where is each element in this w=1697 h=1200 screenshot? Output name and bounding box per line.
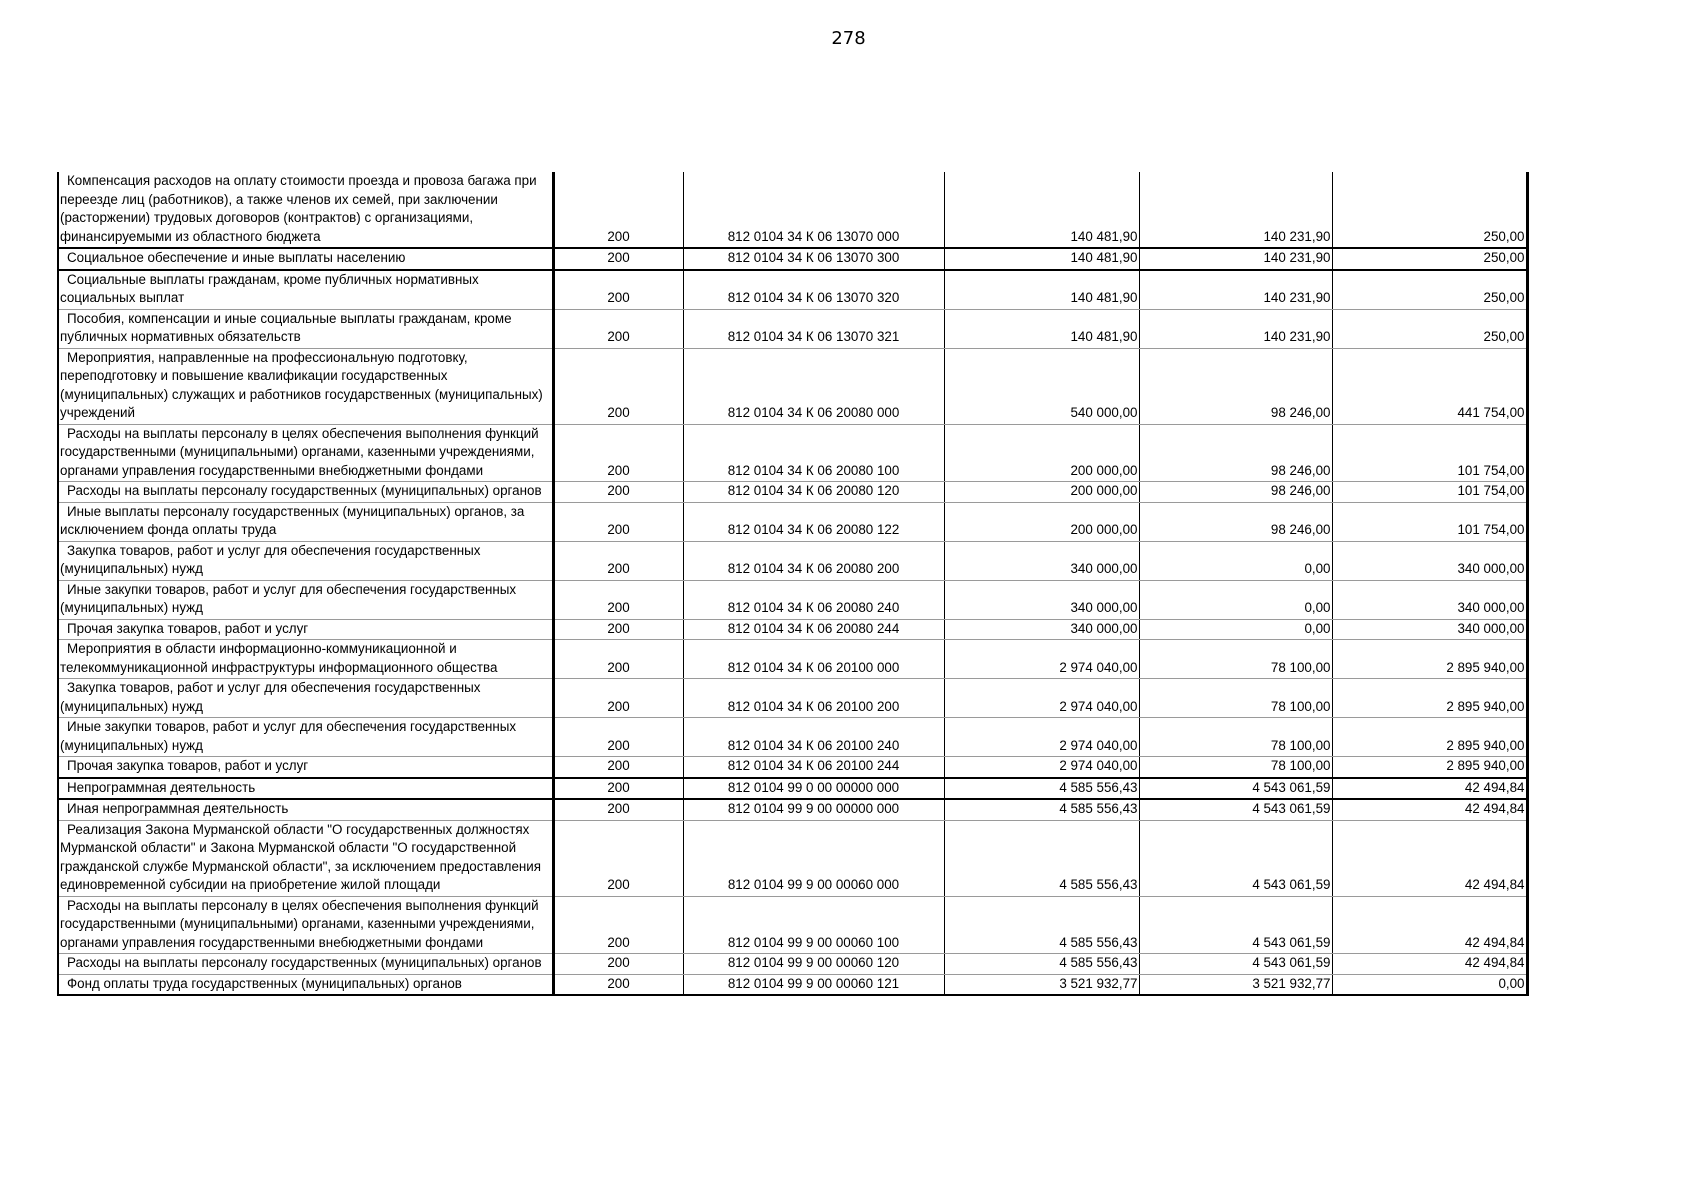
row-plan-cell: 140 481,90 bbox=[944, 270, 1139, 310]
row-group-cell: 200 bbox=[553, 778, 683, 800]
table-row bbox=[58, 580, 1527, 619]
row-remaining-cell: 340 000,00 bbox=[1332, 619, 1527, 640]
row-code-cell: 812 0104 34 К 06 20100 240 bbox=[683, 718, 944, 757]
row-remaining-cell: 340 000,00 bbox=[1332, 580, 1527, 619]
row-name-cell: Закупка товаров, работ и услуг для обеспечения государственных (муниципальных) нужд bbox=[58, 541, 553, 580]
row-executed-cell: 4 543 061,59 bbox=[1139, 778, 1332, 800]
row-name-cell: Социальное обеспечение и иные выплаты населению bbox=[58, 248, 553, 270]
row-remaining-cell: 2 895 940,00 bbox=[1332, 640, 1527, 679]
row-name-cell: Компенсация расходов на оплату стоимости проезда и провоза багажа при переезде лиц (работников), а также членов их семей, при заключении (расторжении) трудовых договоров (контрактов) с организациями, финансируемыми из областного бюджета bbox=[58, 172, 553, 248]
row-code-cell: 812 0104 34 К 06 20100 244 bbox=[683, 757, 944, 778]
row-code-cell: 812 0104 34 К 06 20100 200 bbox=[683, 679, 944, 718]
row-remaining-cell: 250,00 bbox=[1332, 270, 1527, 310]
row-code-cell: 812 0104 99 9 00 00000 000 bbox=[683, 799, 944, 820]
row-remaining-cell: 42 494,84 bbox=[1332, 820, 1527, 896]
row-name-cell: Иные закупки товаров, работ и услуг для обеспечения государственных (муниципальных) нужд bbox=[58, 580, 553, 619]
row-plan-cell: 340 000,00 bbox=[944, 619, 1139, 640]
row-group-cell: 200 bbox=[553, 270, 683, 310]
row-code-cell: 812 0104 34 К 06 20080 000 bbox=[683, 348, 944, 424]
row-plan-cell: 4 585 556,43 bbox=[944, 799, 1139, 820]
row-executed-cell: 4 543 061,59 bbox=[1139, 820, 1332, 896]
table-row bbox=[58, 718, 1527, 757]
row-executed-cell: 0,00 bbox=[1139, 541, 1332, 580]
row-plan-cell: 4 585 556,43 bbox=[944, 896, 1139, 954]
row-remaining-cell: 2 895 940,00 bbox=[1332, 718, 1527, 757]
table-row bbox=[58, 974, 1527, 995]
row-name-cell: Мероприятия в области информационно-коммуникационной и телекоммуникационной инфраструктуры информационного общества bbox=[58, 640, 553, 679]
row-code-cell: 812 0104 99 0 00 00000 000 bbox=[683, 778, 944, 800]
row-code-cell: 812 0104 34 К 06 20080 120 bbox=[683, 482, 944, 503]
table-row bbox=[58, 679, 1527, 718]
row-plan-cell: 4 585 556,43 bbox=[944, 820, 1139, 896]
row-executed-cell: 78 100,00 bbox=[1139, 640, 1332, 679]
row-remaining-cell: 101 754,00 bbox=[1332, 482, 1527, 503]
row-name-cell: Социальные выплаты гражданам, кроме публичных нормативных социальных выплат bbox=[58, 270, 553, 310]
row-executed-cell: 98 246,00 bbox=[1139, 482, 1332, 503]
row-plan-cell: 200 000,00 bbox=[944, 502, 1139, 541]
table-row bbox=[58, 896, 1527, 954]
row-code-cell: 812 0104 34 К 06 13070 000 bbox=[683, 172, 944, 248]
row-group-cell: 200 bbox=[553, 172, 683, 248]
row-executed-cell: 98 246,00 bbox=[1139, 348, 1332, 424]
row-executed-cell: 4 543 061,59 bbox=[1139, 954, 1332, 975]
row-name-cell: Расходы на выплаты персоналу в целях обеспечения выполнения функций государственными (муниципальными) органами, казенными учреждениями, органами управления государственными внебюджетными фондами bbox=[58, 424, 553, 482]
row-plan-cell: 140 481,90 bbox=[944, 172, 1139, 248]
row-group-cell: 200 bbox=[553, 348, 683, 424]
row-group-cell: 200 bbox=[553, 954, 683, 975]
row-plan-cell: 140 481,90 bbox=[944, 309, 1139, 348]
row-plan-cell: 4 585 556,43 bbox=[944, 954, 1139, 975]
row-executed-cell: 4 543 061,59 bbox=[1139, 896, 1332, 954]
row-remaining-cell: 42 494,84 bbox=[1332, 778, 1527, 800]
row-plan-cell: 2 974 040,00 bbox=[944, 718, 1139, 757]
row-code-cell: 812 0104 34 К 06 13070 300 bbox=[683, 248, 944, 270]
row-group-cell: 200 bbox=[553, 757, 683, 778]
row-name-cell: Прочая закупка товаров, работ и услуг bbox=[58, 619, 553, 640]
row-group-cell: 200 bbox=[553, 424, 683, 482]
row-executed-cell: 98 246,00 bbox=[1139, 502, 1332, 541]
row-group-cell: 200 bbox=[553, 482, 683, 503]
row-code-cell: 812 0104 99 9 00 00060 000 bbox=[683, 820, 944, 896]
row-remaining-cell: 441 754,00 bbox=[1332, 348, 1527, 424]
row-code-cell: 812 0104 34 К 06 20080 240 bbox=[683, 580, 944, 619]
table-row bbox=[58, 820, 1527, 896]
row-group-cell: 200 bbox=[553, 820, 683, 896]
row-code-cell: 812 0104 99 9 00 00060 100 bbox=[683, 896, 944, 954]
row-plan-cell: 2 974 040,00 bbox=[944, 679, 1139, 718]
row-remaining-cell: 101 754,00 bbox=[1332, 502, 1527, 541]
row-code-cell: 812 0104 34 К 06 20080 200 bbox=[683, 541, 944, 580]
row-remaining-cell: 42 494,84 bbox=[1332, 896, 1527, 954]
row-group-cell: 200 bbox=[553, 679, 683, 718]
table-row bbox=[58, 502, 1527, 541]
table-body bbox=[58, 172, 1527, 995]
table-row bbox=[58, 248, 1527, 270]
row-remaining-cell: 340 000,00 bbox=[1332, 541, 1527, 580]
row-executed-cell: 78 100,00 bbox=[1139, 679, 1332, 718]
row-name-cell: Иные выплаты персоналу государственных (муниципальных) органов, за исключением фонда оплаты труда bbox=[58, 502, 553, 541]
row-executed-cell: 140 231,90 bbox=[1139, 309, 1332, 348]
row-executed-cell: 78 100,00 bbox=[1139, 718, 1332, 757]
row-code-cell: 812 0104 34 К 06 13070 321 bbox=[683, 309, 944, 348]
row-code-cell: 812 0104 34 К 06 13070 320 bbox=[683, 270, 944, 310]
row-group-cell: 200 bbox=[553, 974, 683, 995]
row-remaining-cell: 42 494,84 bbox=[1332, 954, 1527, 975]
table-row bbox=[58, 640, 1527, 679]
row-group-cell: 200 bbox=[553, 640, 683, 679]
row-remaining-cell: 42 494,84 bbox=[1332, 799, 1527, 820]
row-code-cell: 812 0104 99 9 00 00060 120 bbox=[683, 954, 944, 975]
row-code-cell: 812 0104 34 К 06 20080 244 bbox=[683, 619, 944, 640]
row-code-cell: 812 0104 34 К 06 20100 000 bbox=[683, 640, 944, 679]
row-group-cell: 200 bbox=[553, 580, 683, 619]
row-group-cell: 200 bbox=[553, 309, 683, 348]
row-group-cell: 200 bbox=[553, 896, 683, 954]
row-name-cell: Фонд оплаты труда государственных (муниципальных) органов bbox=[58, 974, 553, 995]
row-name-cell: Прочая закупка товаров, работ и услуг bbox=[58, 757, 553, 778]
row-group-cell: 200 bbox=[553, 248, 683, 270]
row-name-cell: Иные закупки товаров, работ и услуг для обеспечения государственных (муниципальных) нужд bbox=[58, 718, 553, 757]
row-name-cell: Расходы на выплаты персоналу государственных (муниципальных) органов bbox=[58, 482, 553, 503]
row-group-cell: 200 bbox=[553, 799, 683, 820]
table-row bbox=[58, 778, 1527, 800]
row-name-cell: Мероприятия, направленные на профессиональную подготовку, переподготовку и повышение квалификации государственных (муниципальных) служащих и работников государственных (муниципальных) учреждений bbox=[58, 348, 553, 424]
table-row bbox=[58, 799, 1527, 820]
row-name-cell: Расходы на выплаты персоналу в целях обеспечения выполнения функций государственными (муниципальными) органами, казенными учреждениями, органами управления государственными внебюджетными фондами bbox=[58, 896, 553, 954]
row-plan-cell: 140 481,90 bbox=[944, 248, 1139, 270]
row-executed-cell: 140 231,90 bbox=[1139, 270, 1332, 310]
row-name-cell: Иная непрограммная деятельность bbox=[58, 799, 553, 820]
row-name-cell: Закупка товаров, работ и услуг для обеспечения государственных (муниципальных) нужд bbox=[58, 679, 553, 718]
row-remaining-cell: 2 895 940,00 bbox=[1332, 679, 1527, 718]
row-remaining-cell: 250,00 bbox=[1332, 248, 1527, 270]
table-row bbox=[58, 270, 1527, 310]
table-row bbox=[58, 541, 1527, 580]
table-row bbox=[58, 348, 1527, 424]
row-remaining-cell: 101 754,00 bbox=[1332, 424, 1527, 482]
row-remaining-cell: 250,00 bbox=[1332, 309, 1527, 348]
table-row bbox=[58, 309, 1527, 348]
row-executed-cell: 78 100,00 bbox=[1139, 757, 1332, 778]
row-plan-cell: 2 974 040,00 bbox=[944, 757, 1139, 778]
row-executed-cell: 3 521 932,77 bbox=[1139, 974, 1332, 995]
row-name-cell: Расходы на выплаты персоналу государственных (муниципальных) органов bbox=[58, 954, 553, 975]
row-group-cell: 200 bbox=[553, 541, 683, 580]
row-name-cell: Непрограммная деятельность bbox=[58, 778, 553, 800]
row-executed-cell: 0,00 bbox=[1139, 619, 1332, 640]
row-plan-cell: 2 974 040,00 bbox=[944, 640, 1139, 679]
row-executed-cell: 98 246,00 bbox=[1139, 424, 1332, 482]
row-remaining-cell: 2 895 940,00 bbox=[1332, 757, 1527, 778]
table-row bbox=[58, 424, 1527, 482]
budget-execution-table bbox=[57, 172, 1529, 996]
row-plan-cell: 200 000,00 bbox=[944, 424, 1139, 482]
row-executed-cell: 140 231,90 bbox=[1139, 248, 1332, 270]
row-plan-cell: 4 585 556,43 bbox=[944, 778, 1139, 800]
table-row bbox=[58, 619, 1527, 640]
row-executed-cell: 4 543 061,59 bbox=[1139, 799, 1332, 820]
row-executed-cell: 140 231,90 bbox=[1139, 172, 1332, 248]
table-row bbox=[58, 172, 1527, 248]
row-executed-cell: 0,00 bbox=[1139, 580, 1332, 619]
row-plan-cell: 3 521 932,77 bbox=[944, 974, 1139, 995]
row-name-cell: Реализация Закона Мурманской области "О государственных должностях Мурманской области" и Закона Мурманской области "О государственной гражданской службе Мурманской области", за исключением предоставления единовременной субсидии на приобретение жилой площади bbox=[58, 820, 553, 896]
row-code-cell: 812 0104 34 К 06 20080 100 bbox=[683, 424, 944, 482]
row-plan-cell: 540 000,00 bbox=[944, 348, 1139, 424]
row-group-cell: 200 bbox=[553, 619, 683, 640]
row-group-cell: 200 bbox=[553, 718, 683, 757]
row-remaining-cell: 0,00 bbox=[1332, 974, 1527, 995]
row-group-cell: 200 bbox=[553, 502, 683, 541]
table-row bbox=[58, 482, 1527, 503]
page-number: 278 bbox=[831, 28, 866, 49]
table-row bbox=[58, 757, 1527, 778]
row-code-cell: 812 0104 34 К 06 20080 122 bbox=[683, 502, 944, 541]
row-name-cell: Пособия, компенсации и иные социальные выплаты гражданам, кроме публичных нормативных обязательств bbox=[58, 309, 553, 348]
row-plan-cell: 340 000,00 bbox=[944, 580, 1139, 619]
row-plan-cell: 200 000,00 bbox=[944, 482, 1139, 503]
row-remaining-cell: 250,00 bbox=[1332, 172, 1527, 248]
row-code-cell: 812 0104 99 9 00 00060 121 bbox=[683, 974, 944, 995]
table-row bbox=[58, 954, 1527, 975]
row-plan-cell: 340 000,00 bbox=[944, 541, 1139, 580]
